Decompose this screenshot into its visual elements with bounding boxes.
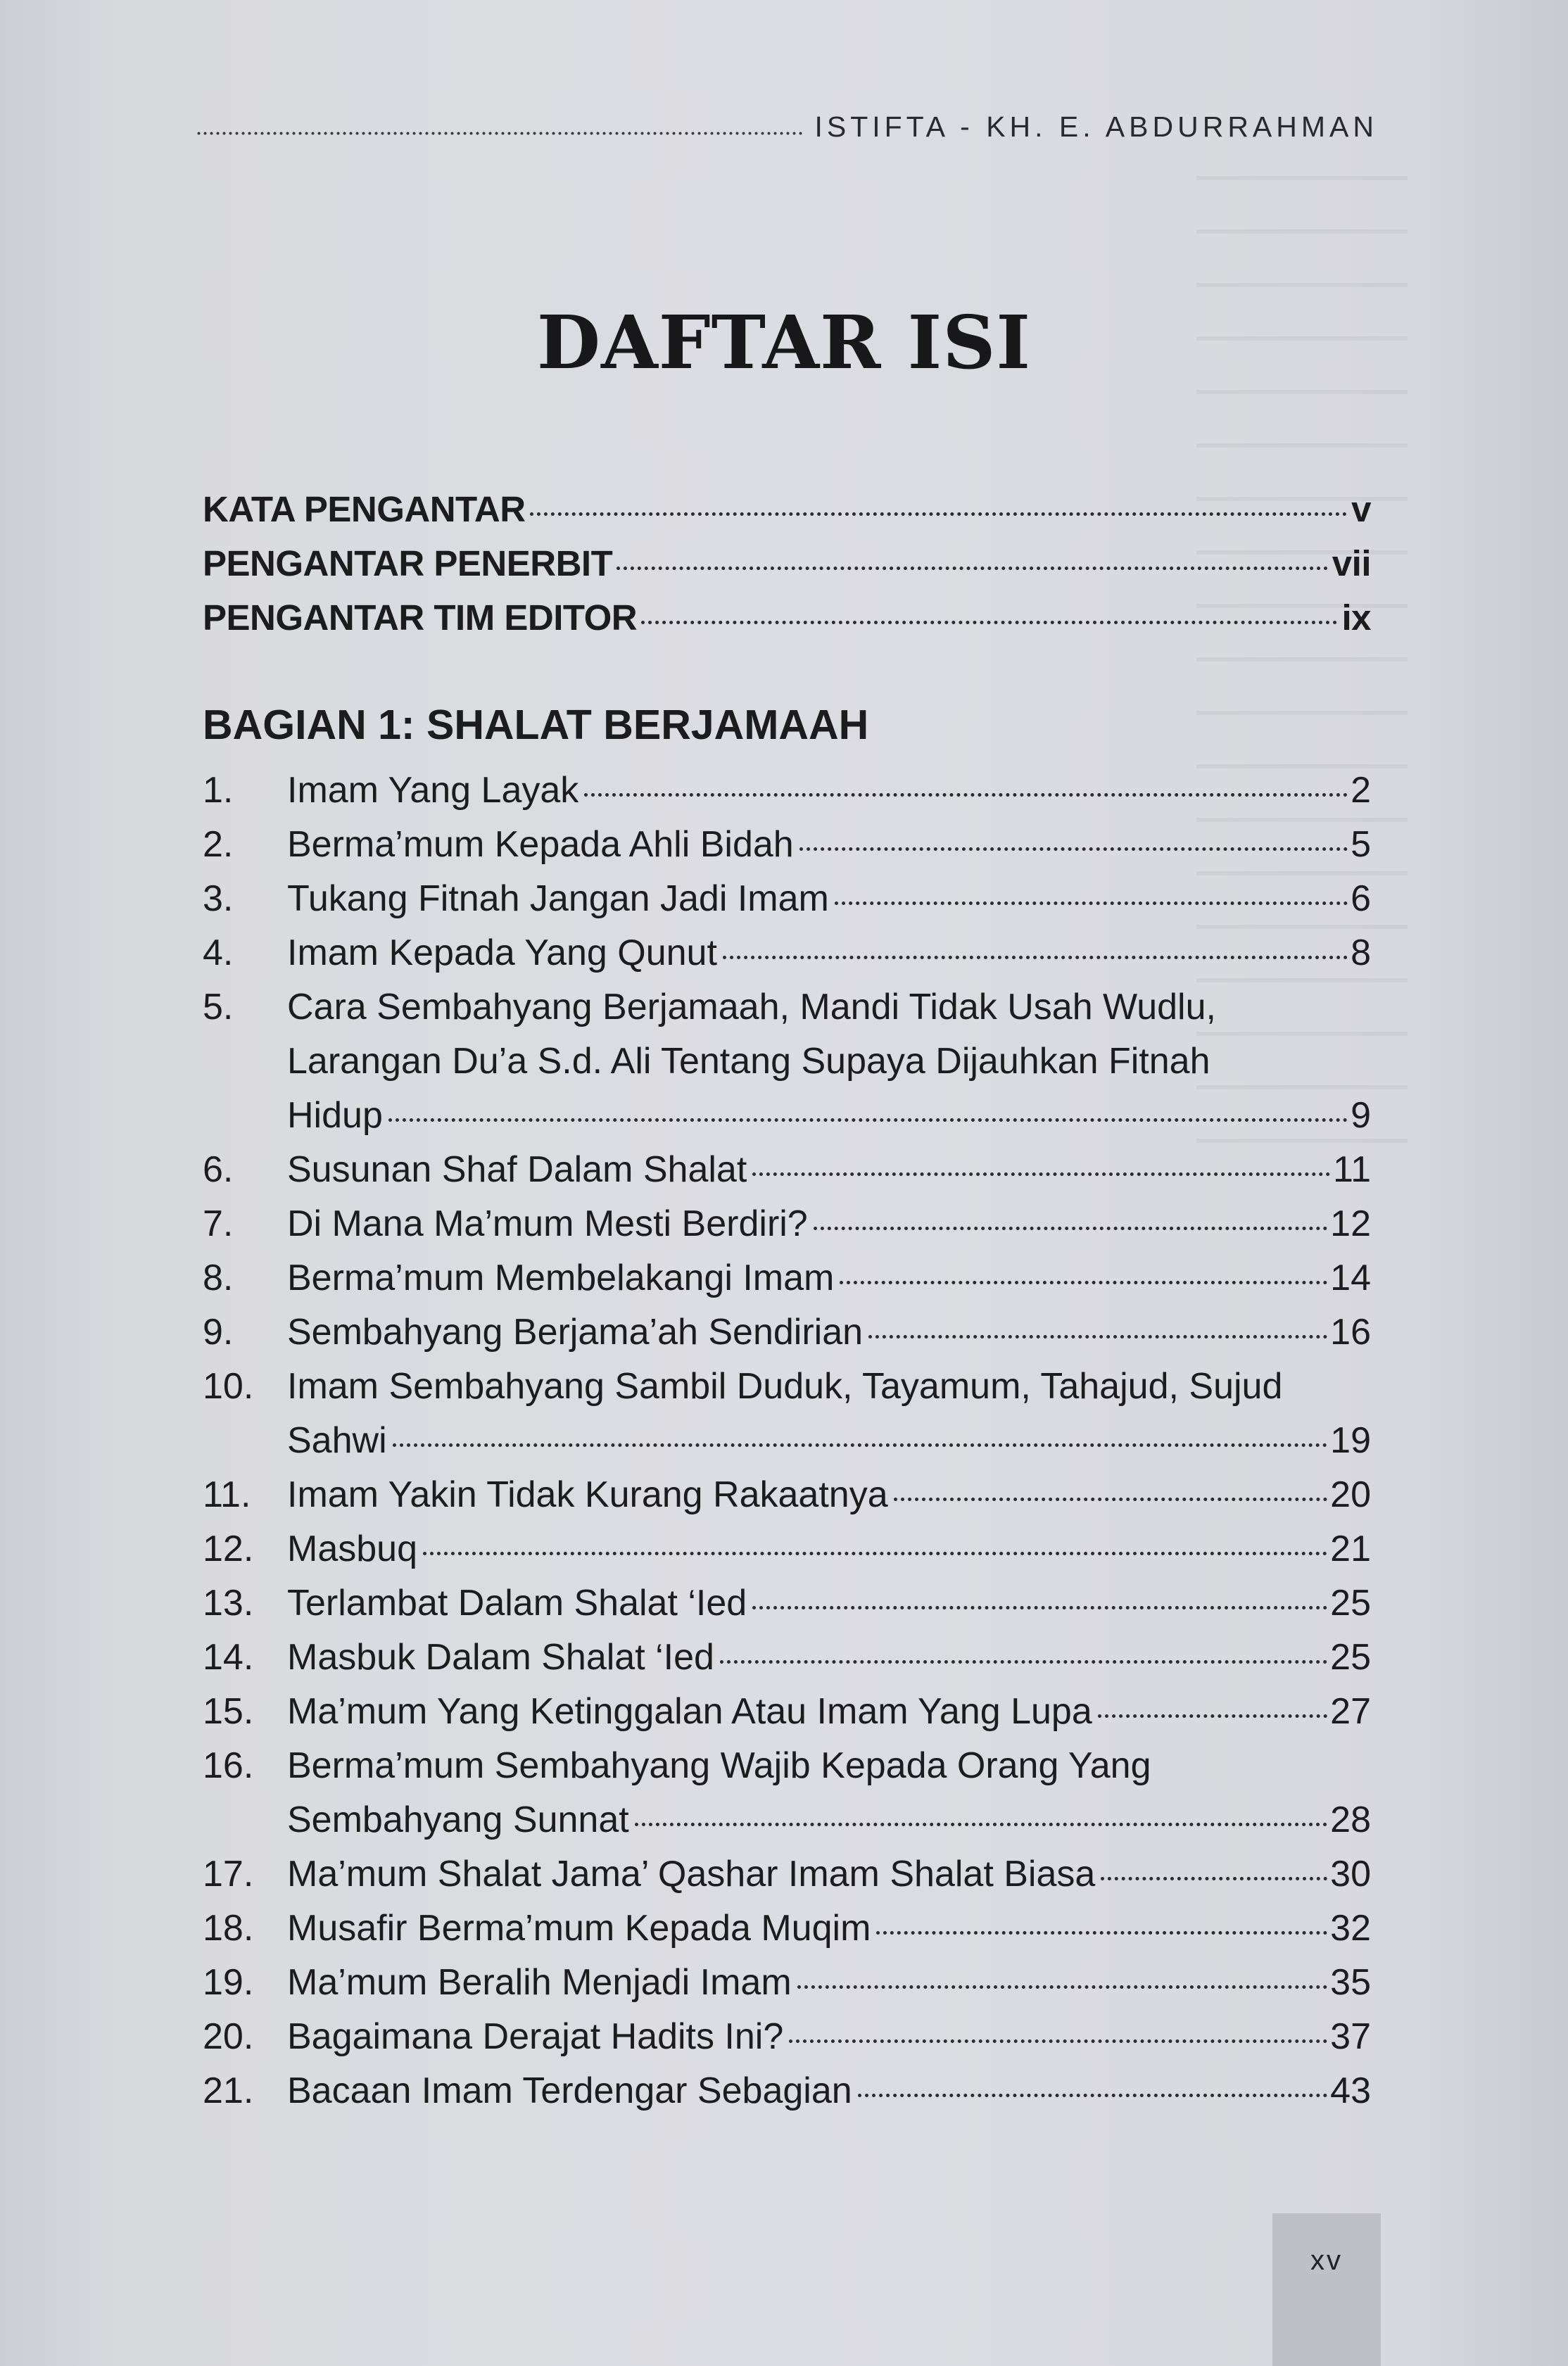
toc-item-last-line (287, 1576, 1371, 1631)
dot-leader (388, 1118, 1348, 1122)
toc-item-body (287, 872, 1371, 926)
dot-leader (393, 1443, 1328, 1447)
toc-item-title-line: Berma’mum Kepada Ahli Bidah (287, 824, 794, 865)
toc-item-last-line (287, 2064, 1371, 2118)
toc-item-number: 11. (203, 1474, 251, 1515)
toc-item-number: 16. (203, 1745, 254, 1786)
dot-leader (799, 847, 1348, 851)
toc-item-title-line: Bagaimana Derajat Hadits Ini? (287, 2016, 784, 2057)
dot-leader (752, 1172, 1330, 1176)
toc-item-page: 25 (1330, 1637, 1371, 1678)
section-item-list (203, 764, 1371, 2118)
toc-item-title-line: Tukang Fitnah Jangan Jadi Imam (287, 878, 829, 919)
dot-leader (723, 956, 1348, 959)
toc-item-title-line: Imam Yakin Tidak Kurang Rakaatnya (287, 1474, 888, 1515)
toc-entry-label: PENGANTAR TIM EDITOR (203, 597, 638, 638)
toc-item-last-line (287, 1847, 1371, 1902)
toc-item-body (287, 818, 1371, 872)
toc-item-number: 20. (203, 2016, 254, 2057)
toc-item (203, 1251, 1371, 1305)
toc-item-body (287, 980, 1371, 1143)
toc-item-number: 13. (203, 1583, 254, 1624)
toc-item-last-line (287, 1631, 1371, 1685)
toc-item-page: 37 (1330, 2016, 1371, 2057)
toc-item-title-line: Sahwi (287, 1420, 387, 1461)
toc-item-last-line (287, 2010, 1371, 2064)
toc-item-page: 11 (1333, 1149, 1371, 1190)
toc-item-page: 27 (1330, 1691, 1371, 1732)
toc-item-body (287, 1576, 1371, 1631)
toc-item-number: 5. (203, 987, 234, 1027)
toc-item-title-line: Terlambat Dalam Shalat ‘Ied (287, 1583, 747, 1624)
toc-item (203, 1468, 1371, 1522)
toc-item (203, 926, 1371, 980)
toc-item-number: 14. (203, 1637, 254, 1678)
toc-item-last-line (287, 1522, 1371, 1576)
toc-item-title-line: Ma’mum Shalat Jama’ Qashar Imam Shalat Biasa (287, 1854, 1096, 1894)
toc-item-body (287, 2064, 1371, 2118)
toc-item-body (287, 1197, 1371, 1251)
toc-item-page: 43 (1330, 2070, 1371, 2111)
dot-leader (835, 902, 1348, 905)
toc-entry-page: v (1351, 489, 1371, 529)
toc-item-body (287, 1360, 1371, 1468)
toc-item-number: 21. (203, 2070, 254, 2111)
toc-item-title-line: Di Mana Ma’mum Mesti Berdiri? (287, 1203, 808, 1244)
toc-item (203, 1685, 1371, 1739)
toc-entry (203, 482, 1371, 536)
toc-item-page: 6 (1351, 878, 1371, 919)
toc-item-page: 21 (1330, 1529, 1371, 1569)
dot-leader (868, 1335, 1327, 1339)
toc-item-page: 2 (1351, 770, 1371, 811)
toc-item-last-line (287, 1197, 1371, 1251)
toc-item (203, 1576, 1371, 1631)
toc-item (203, 872, 1371, 926)
toc-item-body (287, 1305, 1371, 1360)
toc-item-page: 32 (1330, 1908, 1371, 1949)
toc-item-number: 3. (203, 878, 234, 919)
toc-item-last-line (287, 1793, 1371, 1847)
toc-item-number: 7. (203, 1203, 234, 1244)
toc-item-body (287, 1468, 1371, 1522)
toc-item-title-line: Bacaan Imam Terdengar Sebagian (287, 2070, 852, 2111)
toc-item-title-line: Imam Yang Layak (287, 770, 579, 811)
toc-item (203, 1956, 1371, 2010)
toc-item (203, 764, 1371, 818)
toc-item (203, 1631, 1371, 1685)
toc-entry-label: PENGANTAR PENERBIT (203, 543, 613, 583)
toc-item-number: 8. (203, 1258, 234, 1298)
dot-leader (1098, 1714, 1327, 1718)
toc-item-title-line: Hidup (287, 1095, 383, 1136)
dot-leader (641, 621, 1337, 624)
dot-leader (617, 567, 1328, 570)
toc-item-title-line: Cara Sembahyang Berjamaah, Mandi Tidak Usah Wudlu, (287, 987, 1216, 1027)
toc-item (203, 1522, 1371, 1576)
page-number: xv (1310, 2245, 1343, 2276)
dot-leader (584, 793, 1348, 797)
toc-item (203, 1360, 1371, 1468)
toc-item-body (287, 1631, 1371, 1685)
toc-item-title-line: Susunan Shaf Dalam Shalat (287, 1149, 747, 1190)
toc-item (203, 1902, 1371, 1956)
toc-item-body (287, 1143, 1371, 1197)
toc-item-page: 16 (1330, 1312, 1371, 1353)
toc-item-body (287, 926, 1371, 980)
toc-item-last-line (287, 1414, 1371, 1468)
dot-leader (894, 1498, 1328, 1501)
dot-leader (876, 1931, 1327, 1935)
toc-item (203, 1197, 1371, 1251)
toc-item-title-line: Imam Sembahyang Sambil Duduk, Tayamum, Tahajud, Sujud (287, 1366, 1283, 1407)
toc-item-number: 15. (203, 1691, 254, 1732)
toc-item-page: 35 (1330, 1962, 1371, 2003)
page-number-tab (1272, 2213, 1381, 2366)
toc-item-body (287, 1685, 1371, 1739)
toc-item-page: 14 (1330, 1258, 1371, 1298)
running-head-leader (196, 129, 804, 137)
dot-leader (789, 2039, 1327, 2043)
toc-item-last-line (287, 1956, 1371, 2010)
toc-item (203, 1143, 1371, 1197)
toc-item-last-line (287, 818, 1371, 872)
toc-item-title-line: Berma’mum Membelakangi Imam (287, 1258, 835, 1298)
dot-leader (1101, 1877, 1327, 1880)
toc-item-last-line (287, 1902, 1371, 1956)
dot-leader (423, 1552, 1327, 1555)
toc-item-page: 28 (1330, 1799, 1371, 1840)
toc-item (203, 1847, 1371, 1902)
toc-item-page: 20 (1330, 1474, 1371, 1515)
toc-item-page: 12 (1330, 1203, 1371, 1244)
toc-item-last-line (287, 1468, 1371, 1522)
toc-item-last-line (287, 872, 1371, 926)
dot-leader (530, 512, 1348, 516)
toc-item-number: 1. (203, 770, 234, 811)
toc-item-number: 10. (203, 1366, 254, 1407)
dot-leader (752, 1606, 1327, 1609)
toc-item-number: 19. (203, 1962, 254, 2003)
toc-item-title-line: Sembahyang Sunnat (287, 1799, 629, 1840)
toc-item-title-line: Sembahyang Berjama’ah Sendirian (287, 1312, 864, 1353)
toc-item-body (287, 1956, 1371, 2010)
toc-item (203, 2064, 1371, 2118)
toc-item-page: 5 (1351, 824, 1371, 865)
dot-leader (840, 1281, 1327, 1284)
toc-item-title-line: Ma’mum Beralih Menjadi Imam (287, 1962, 792, 2003)
dot-leader (797, 1985, 1328, 1989)
toc-item (203, 818, 1371, 872)
toc-item-title-line: Masbuq (287, 1529, 417, 1569)
toc-item-last-line (287, 1251, 1371, 1305)
toc-item-last-line (287, 1685, 1371, 1739)
toc-item-page: 8 (1351, 932, 1371, 973)
toc-item (203, 1305, 1371, 1360)
toc-entry (203, 536, 1371, 590)
toc-entry-label: KATA PENGANTAR (203, 489, 526, 529)
toc-item (203, 2010, 1371, 2064)
toc-item-title-line: Berma’mum Sembahyang Wajib Kepada Orang Yang (287, 1745, 1151, 1786)
toc-item-number: 4. (203, 932, 234, 973)
toc-item-last-line (287, 1143, 1371, 1197)
toc-item-body (287, 1251, 1371, 1305)
toc-item-number: 2. (203, 824, 234, 865)
running-head-text: ISTIFTA - KH. E. ABDURRAHMAN (814, 110, 1378, 143)
toc-item-body (287, 764, 1371, 818)
toc-item-body (287, 1739, 1371, 1847)
toc-item-title-line: Musafir Berma’mum Kepada Muqim (287, 1908, 871, 1949)
toc-item-title-line: Masbuk Dalam Shalat ‘Ied (287, 1637, 714, 1678)
dot-leader (720, 1660, 1327, 1664)
toc-item-page: 25 (1330, 1583, 1371, 1624)
dot-leader (635, 1823, 1327, 1826)
toc-item-number: 18. (203, 1908, 254, 1949)
toc-item-page: 30 (1330, 1854, 1371, 1894)
toc-item-page: 9 (1351, 1095, 1371, 1136)
toc-item-last-line (287, 1089, 1371, 1143)
toc-item (203, 1739, 1371, 1847)
toc-item-last-line (287, 1305, 1371, 1360)
toc-entry-page: vii (1332, 543, 1371, 583)
toc-item-number: 17. (203, 1854, 254, 1894)
toc-item (203, 980, 1371, 1143)
dot-leader (858, 2094, 1327, 2097)
toc-item-body (287, 1902, 1371, 1956)
toc-item-body (287, 2010, 1371, 2064)
toc-item-last-line (287, 764, 1371, 818)
toc-item-number: 9. (203, 1312, 234, 1353)
toc-item-last-line (287, 926, 1371, 980)
dot-leader (814, 1227, 1327, 1230)
running-head (196, 106, 1378, 148)
toc-item-body (287, 1847, 1371, 1902)
page-title: DAFTAR ISI (536, 299, 1032, 386)
front-matter-list (203, 482, 1371, 645)
toc-item-number: 12. (203, 1529, 254, 1569)
toc-entry (203, 590, 1371, 645)
toc-entry-page: ix (1341, 597, 1371, 638)
toc-item-page: 19 (1330, 1420, 1371, 1461)
toc-item-body (287, 1522, 1371, 1576)
toc-item-title-line: Ma’mum Yang Ketinggalan Atau Imam Yang Lupa (287, 1691, 1092, 1732)
section-heading: BAGIAN 1: SHALAT BERJAMAAH (203, 702, 869, 748)
toc-item-number: 6. (203, 1149, 234, 1190)
toc-item-title-line: Larangan Du’a S.d. Ali Tentang Supaya Dijauhkan Fitnah (287, 1041, 1210, 1082)
toc-item-title-line: Imam Kepada Yang Qunut (287, 932, 717, 973)
